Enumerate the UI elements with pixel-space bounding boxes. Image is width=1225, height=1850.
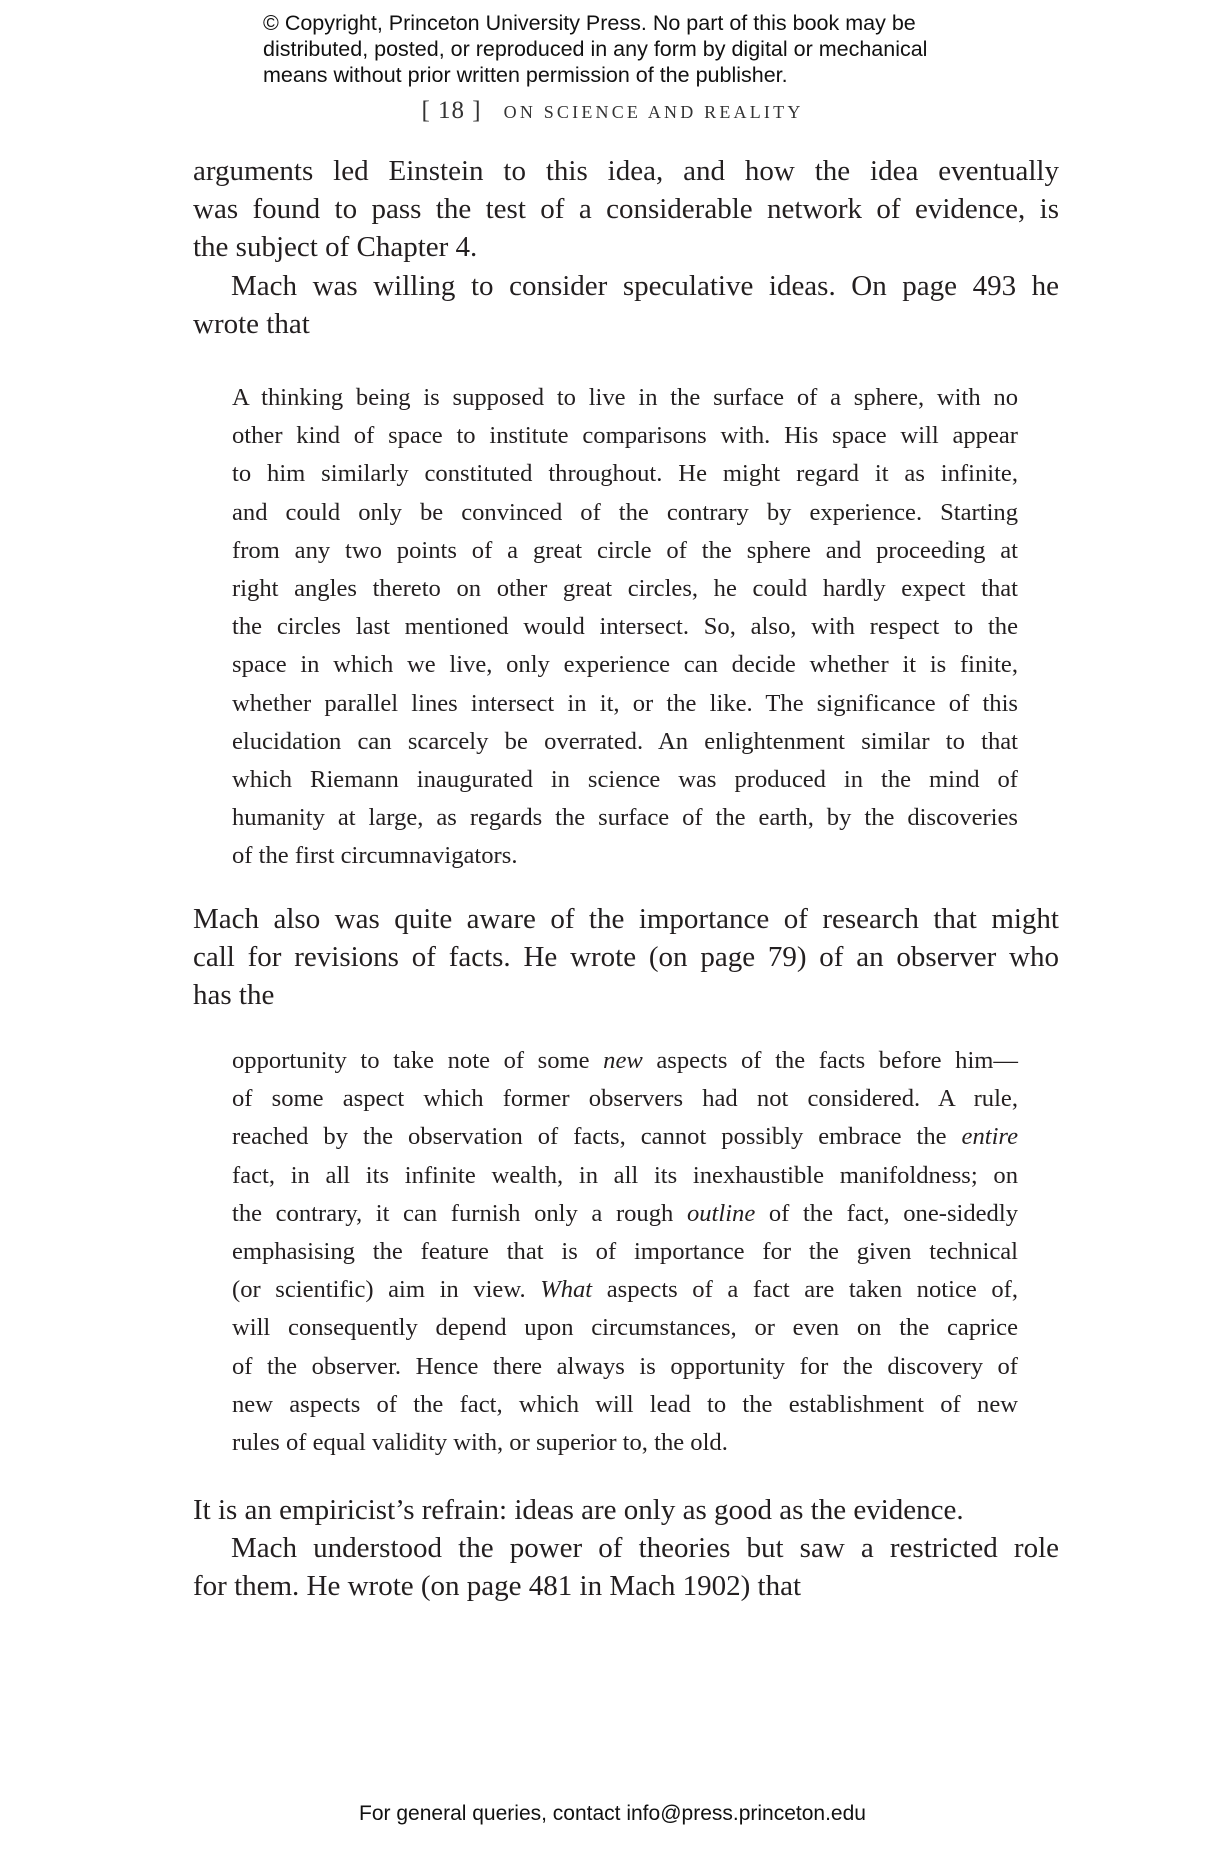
block-quote-1 [232,379,1018,875]
copyright-line: distributed, posted, or reproduced in any form by digital or mechanical [263,37,928,61]
text-line: the subject of Chapter 4. [193,231,478,264]
copyright-line: means without prior written permission of the publisher. [263,63,788,87]
paragraph-3 [193,1491,1059,1606]
text-line: for them. He wrote (on page 481 in Mach 1902) that [193,1570,802,1603]
text-line: wrote that [193,307,310,340]
quote-line: A thinking being is supposed to live in the surface of a sphere, with no [232,384,1018,411]
quote-line: the contrary, it can furnish only a rough outline of the fact, one-sidedly [232,1199,1018,1227]
emphasis: new [603,1047,643,1074]
text-line: It is an empiricist’s refrain: ideas are only as good as the evidence. [193,1494,964,1526]
emphasis: entire [961,1123,1018,1151]
quote-line: rules of equal validity with, or superior to, the old. [232,1428,728,1456]
quote-line: of the first circumnavigators. [232,842,518,870]
text-line: Mach understood the power of theories but saw a restricted role [231,1532,1059,1565]
emphasis: What [540,1276,593,1304]
copyright-notice [263,10,1023,88]
quote-line: right angles thereto on other great circles, he could hardly expect that [232,574,1018,602]
quote-line: elucidation can scarcely be overrated. An enlightenment similar to that [232,727,1018,755]
running-head [0,97,1225,125]
quote-line: to him similarly constituted throughout. He might regard it as infinite, [232,460,1018,488]
copyright-line: © Copyright, Princeton University Press. No part of this book may be [263,11,916,35]
quote-line: whether parallel lines intersect in it, or the like. The significance of this [232,689,1018,717]
quote-line: of some aspect which former observers had not considered. A rule, [232,1085,1018,1113]
quote-line: the circles last mentioned would intersect. So, also, with respect to the [232,613,1018,641]
text-line: call for revisions of facts. He wrote (on page 79) of an observer who [193,941,1059,974]
page-number: [ 18 ] [421,97,482,124]
emphasis: outline [686,1199,756,1227]
text-line: Mach also was quite aware of the importance of research that might [193,903,1059,935]
text-line: Mach was willing to consider speculative ideas. On page 493 he [231,269,1059,302]
quote-line: (or scientific) aim in view. What aspects of a fact are taken notice of, [232,1276,1018,1304]
quote-line: and could only be convinced of the contrary by experience. Starting [232,498,1018,526]
text-line: was found to pass the test of a considerable network of evidence, is [193,193,1059,226]
quote-line: of the observer. Hence there always is opportunity for the discovery of [232,1352,1018,1380]
chapter-title: ON SCIENCE AND REALITY [503,102,804,122]
text-line: has the [193,979,275,1012]
text-line: arguments led Einstein to this idea, and how the idea eventually [193,155,1059,187]
quote-line: space in which we live, only experience can decide whether it is finite, [232,651,1018,679]
quote-line: will consequently depend upon circumstances, or even on the caprice [232,1314,1018,1342]
quote-line: fact, in all its infinite wealth, in all its inexhaustible manifoldness; on [232,1161,1018,1189]
quote-line: humanity at large, as regards the surface of the earth, by the discoveries [232,804,1018,832]
paragraph-2 [193,900,1059,1015]
block-quote-2 [232,1042,1018,1462]
quote-line: reached by the observation of facts, cannot possibly embrace the entire [232,1123,1018,1151]
footer-contact: For general queries, contact info@press.princeton.edu [359,1802,866,1825]
quote-line: which Riemann inaugurated in science was produced in the mind of [232,765,1018,793]
quote-line: other kind of space to institute comparisons with. His space will appear [232,422,1018,450]
paragraph-1 [193,152,1059,343]
quote-line: emphasising the feature that is of importance for the given technical [232,1237,1018,1265]
quote-line: opportunity to take note of some new aspects of the facts before him— [232,1047,1018,1074]
quote-line: new aspects of the fact, which will lead to the establishment of new [232,1390,1018,1418]
quote-line: from any two points of a great circle of the sphere and proceeding at [232,536,1018,564]
